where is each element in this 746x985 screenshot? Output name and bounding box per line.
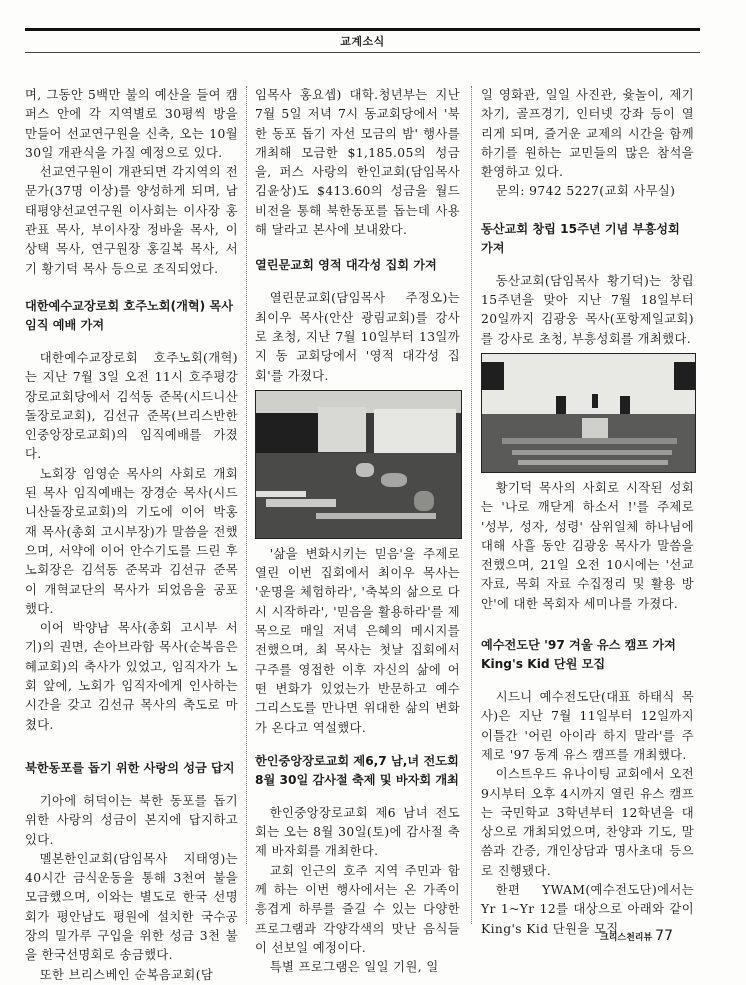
article-headline: 북한동포를 돕기 위한 사랑의 성금 답지 [25, 760, 235, 775]
paragraph: 며, 그동안 5백만 불의 예산을 들여 캠퍼스 안에 각 지역별로 30평씩 방을 만들어 선교연구원을 신축, 오는 10월 30일 개관식을 가질 예정으로 있다. [25, 88, 238, 160]
page-footer [600, 928, 673, 944]
article-headline: 동산교회 창립 15주년 기념 부흥성회 가져 [481, 221, 680, 255]
paragraph: 한편 YWAM(예수전도단)에서는 Yr 1~Yr 12를 대상으로 아래와 같이 King's Kid 단원을 모집 [481, 883, 694, 936]
column-divider [471, 86, 472, 924]
column-divider [246, 86, 247, 924]
paragraph: 일 영화관, 일일 사진관, 윷놀이, 제기차기, 골프경기, 인터넷 강좌 등이 열리게 되며, 즐거운 교제의 시간을 함께 하기를 원하는 교민들의 많은 참석을 환영하고 있다. [481, 88, 694, 180]
paragraph: 동산교회(담임목사 황기덕)는 창립 15주년을 맞아 지난 7월 18일부터 20일까지 김광웅 목사(포항제일교회)를 강사로 초청, 부흥성회를 개최했다. [481, 273, 694, 346]
paragraph: 또한 브리스베인 순복음교회(담 [39, 967, 214, 982]
paragraph: 시드니 예수전도단(대표 하태식 목사)은 지난 7월 11일부터 12일까지 이틀간 '어린 아이라 하지 말라'를 주제로 '97 동계 유스 캠프를 개최했다. [481, 690, 694, 762]
paragraph: 한인중앙장로교회 제6 남녀 전도회는 오는 8월 30일(토)에 감사절 축제 바자회를 개최한다. [255, 805, 460, 859]
paragraph: 대한예수교장로회 호주노회(개혁)는 지난 7월 3일 오전 11시 호주평강장로교회당에서 김석동 준목(시드니산돌장로교회), 김선규 준목(브리스반한인중앙장로교회)의 임직예배를 가졌다. [25, 350, 238, 462]
paragraph: 노회장 임영순 목사의 사회로 개회된 목사 임직예배는 장경순 목사(시드니산돌장로교회)의 기도에 이어 박홍재 목사(총회 고시부장)가 말씀을 전했으며, 서약에 이어 안수기도를 드린 후 노회장은 김석동 준목과 김선규 준목이 개혁교단의 목사가 되었음을 공포했다. [25, 466, 238, 616]
paragraph: 열린문교회(담임목사 주정오)는 최이우 목사(안산 광림교회)를 강사로 초청, 지난 7월 10일부터 13일까지 동 교회당에서 '영적 대각성 집회'를 가졌다. [255, 291, 460, 383]
title-underline [25, 52, 700, 53]
paragraph: 선교연구원이 개관되면 각지역의 전문가(37명 이상)를 양성하게 되며, 남태평양선교연구원 이사회는 이사장 홍관표 목사, 부이사장 정바울 목사, 이상택 목사, 연구원장 홍길복 목사, 서기 황기덕 목사 등으로 조직되었다. [25, 165, 238, 276]
paragraph: 임목사 홍요셉) 대학.청년부는 지난 7월 5일 저녁 7시 동교회당에서 '북한 동포 돕기 자선 모금의 밤' 행사를 개최해 모금한 $1,185.05의 성금을, 퍼스 사랑의 한인교회(담임목사 김윤상)도 $413.60의 성금을 월드비전을 통해 북한동포를 돕는데 사용해 달라고 본사에 보내왔다. [255, 88, 460, 238]
column-1 [25, 86, 238, 985]
paragraph: 이어 박양남 목사(총회 고시부 서기)의 권면, 손아브라함 목사(순복음은혜교회)의 축사가 있었고, 임직자가 노회 앞에, 노회가 임직자에게 인사하는 시간을 갖고 김선규 목사의 축도로 마쳤다. [25, 621, 238, 732]
paragraph: 이스트우드 유나이팅 교회에서 오전 9시부터 오후 4시까지 열린 유스 캠프는 국민학교 3학년부터 12학년을 대상으로 개최되었으며, 찬양과 기도, 말씀과 간증, 개인상담과 명사초대 등으로 진행됐다. [481, 767, 694, 878]
article-headline: 열린문교회 영적 대각성 집회 가져 [255, 258, 437, 273]
publication-name: 크리스천리뷰 [600, 933, 653, 943]
photo-church-sanctuary [481, 353, 696, 473]
paragraph: 교회 인근의 호주 지역 주민과 함께 하는 이번 행사에서는 온 가족이 흥겹게 하루를 즐길 수 있는 다양한 프로그램과 각양각색의 맛난 음식들이 선보일 예정이다. [255, 863, 460, 955]
paragraph: 기아에 허덕이는 북한 동포를 돕기 위한 사랑의 성금이 본지에 답지하고 있다. [25, 793, 238, 847]
paragraph: 황기덕 목사의 사회로 시작된 성회는 '나로 깨닫게 하소서 !'를 주제로 '성부, 성자, 성령' 삼위일체 하나님에 대해 사흘 동안 김광웅 목사가 말씀을 전했으며, 21일 오전 10시에는 '선교 자료, 목회 자료 수집정리 및 활용 방안'에 대한 목회자 세미나를 가졌다. [481, 480, 694, 611]
photo-revival-meeting [255, 390, 462, 539]
section-title: 교계소식 [340, 35, 385, 48]
article-headline: 대한예수교장로회 호주노회(개혁) 목사 임직 예배 가져 [25, 298, 233, 332]
page-number: 77 [655, 928, 673, 944]
paragraph: 특별 프로그램은 일일 기원, 일 [269, 960, 439, 975]
article-headline: 예수전도단 '97 겨울 유스 캠프 가져 King's Kid 단원 모집 [481, 638, 676, 672]
paragraph: '삶을 변화시키는 믿음'을 주제로 열린 이번 집회에서 최이우 목사는 '운명을 체험하라', '축복의 삶으로 다시 시작하라', '믿음을 활용하라'를 제목으로 매일 저녁 은혜의 메시지를 전했으며, 최 목사는 첫날 집회에서 구주를 영접한 이후 자신의 삶에 어떤 변화가 있었는가 반문하고 예수 그리스도를 만나면 위대한 삶의 변화가 온다고 역설했다. [255, 546, 460, 735]
top-rule [25, 28, 700, 31]
column-3 [481, 86, 694, 939]
contact-line: 문의: 9742 5227(교회 사무실) [495, 184, 676, 199]
column-2 [255, 86, 460, 978]
article-headline: 한인중앙장로교회 제6,7 남,녀 전도회 8월 30일 감사절 축제 및 바자회 개최 [255, 753, 459, 787]
paragraph: 멜본한인교회(담임목사 지태영)는 40시간 금식운동을 통해 3천여 불을 모금했으며, 이와는 별도로 한국 선명회가 평안남도 평원에 설치한 국수공장의 밀가루 구입을 위한 성금 3천 불을 한국선명회로 송금했다. [25, 851, 238, 963]
